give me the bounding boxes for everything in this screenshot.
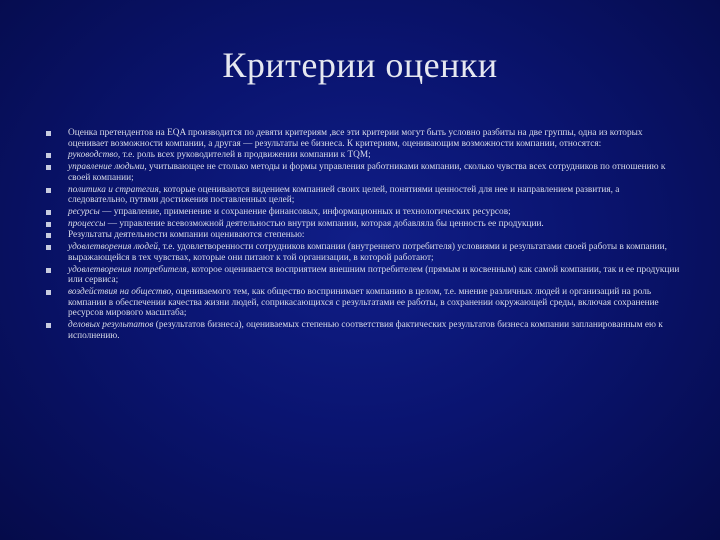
square-bullet-icon bbox=[46, 222, 51, 227]
item-term: политика и стратегия bbox=[68, 184, 159, 195]
square-bullet-icon bbox=[46, 188, 51, 193]
item-text: Результаты деятельности компании оцениваются степенью: bbox=[68, 230, 305, 241]
list-item bbox=[40, 230, 680, 241]
item-text: , т.е. удовлетворенности сотрудников компании (внутреннего потребителя) условиями и результатами своей работы в компании, выражающейся в тех чувствах, которые они питают к той организации, в которой работают; bbox=[68, 242, 667, 263]
item-text: , т.е. роль всех руководителей в продвижении компании к TQM; bbox=[117, 150, 371, 161]
list-item bbox=[40, 287, 680, 319]
square-bullet-icon bbox=[46, 210, 51, 215]
item-term: воздействия на общество bbox=[68, 287, 172, 297]
item-term: управление людьми bbox=[68, 162, 145, 173]
item-text: (результатов бизнеса), оцениваемых степенью соответствия фактических результатов бизнеса компании запланированным ею к исполнению. bbox=[68, 319, 663, 341]
bullet-list bbox=[40, 128, 680, 342]
list-item bbox=[40, 185, 680, 206]
square-bullet-icon bbox=[46, 323, 51, 328]
item-text: Оценка претендентов на EQA производится по девяти критериям ,все эти критерии могут быть условно разбиты на две группы, одна из которых оценивает возможности компании, а другая — результаты ее бизнеса. К критериям, оценивающим возможности компании, относятся: bbox=[68, 128, 643, 149]
slide-title: Критерии оценки bbox=[222, 45, 498, 85]
square-bullet-icon bbox=[46, 153, 51, 158]
item-term: процессы bbox=[68, 218, 106, 229]
list-item bbox=[40, 219, 680, 230]
square-bullet-icon bbox=[46, 165, 51, 170]
square-bullet-icon bbox=[46, 268, 51, 273]
item-term: удовлетворения людей bbox=[68, 242, 158, 253]
list-item bbox=[40, 265, 680, 286]
item-term: руководство bbox=[68, 150, 118, 161]
list-item bbox=[40, 150, 680, 161]
square-bullet-icon bbox=[46, 233, 51, 238]
item-text: , оцениваемого тем, как общество воспринимает компанию в целом, т.е. мнение различных людей и организаций на роль компании в обеспечении качества жизни людей, соприкасающихся с результатами ее работы, в сохранении окружающей среды, включая сохранение ресурсов мирового масштаба; bbox=[68, 287, 659, 319]
square-bullet-icon bbox=[46, 290, 51, 295]
item-term: ресурсы bbox=[68, 206, 100, 217]
item-text: — управление, применение и сохранение финансовых, информационных и технологических ресурсов; bbox=[99, 206, 511, 217]
list-item bbox=[40, 320, 680, 341]
item-term: удовлетворения потребителя bbox=[68, 264, 187, 275]
list-item bbox=[40, 162, 680, 183]
list-item bbox=[40, 128, 680, 149]
square-bullet-icon bbox=[46, 245, 51, 250]
item-term: деловых результатов bbox=[68, 319, 154, 330]
item-text: — управление всевозможной деятельностью внутри компании, которая добавляла бы ценность ее продукции. bbox=[105, 218, 544, 229]
item-text: , которые оцениваются видением компанией своих целей, понятиями ценностей для нее и направлением развития, а следовательно, путями достижения поставленных целей; bbox=[68, 184, 620, 206]
item-text: , учитывающее не столько методы и формы управления работниками компании, сколько чувства всех сотрудников по отношению к своей компании; bbox=[68, 162, 666, 183]
list-item bbox=[40, 207, 680, 218]
list-item bbox=[40, 242, 680, 263]
square-bullet-icon bbox=[46, 131, 51, 136]
item-text: , которое оценивается восприятием внешним потребителем (прямым и косвенным) как самой компании, так и ее продукции или сервиса; bbox=[68, 264, 680, 286]
